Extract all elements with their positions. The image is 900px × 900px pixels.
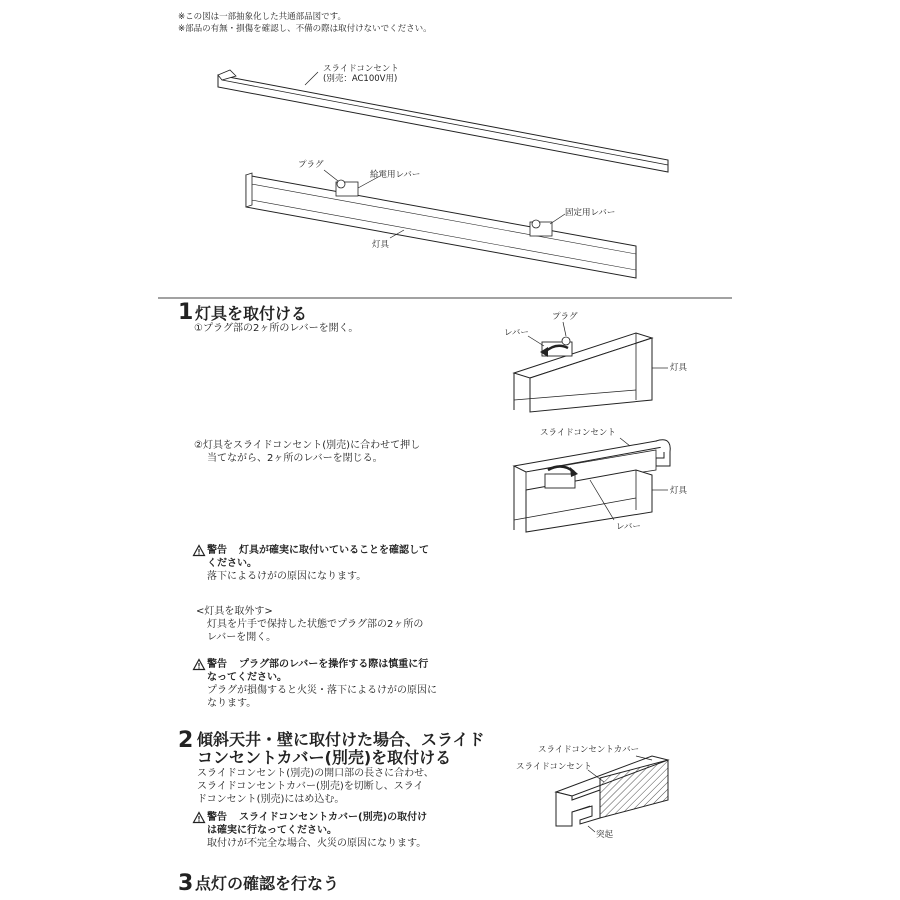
warning2-prefix: 警告 [207,659,227,670]
fig2-lever-label: レバー [616,522,641,532]
step1-sub2-line2: 当てながら、2ヶ所のレバーを閉じる。 [207,453,383,464]
step2-title-line1: 傾斜天井・壁に取付けた場合、スライド [197,730,485,749]
fig2-fixture-label: 灯具 [670,486,688,496]
step2-warning-bold-line2: は確実に行なってください。 [207,825,337,836]
step2-body-line1: スライドコンセント(別売)の開口部の長さに合わせ、 [197,768,434,779]
step1-sub2-line1: ②灯具をスライドコンセント(別売)に合わせて押し [194,440,421,451]
step2-warning-text: 取付けが不完全な場合、火災の原因になります。 [207,838,427,849]
warning1-bold-line1: 灯具が確実に取付いていることを確認して [239,545,429,556]
power-lever-label: 給電用レバー [370,170,421,180]
fixing-lever-label: 固定用レバー [565,208,616,218]
step2-number: 2 [178,728,194,753]
step2-fig-protrusion-label: 突起 [596,830,614,840]
removal-line1: 灯具を片手で保持した状態でプラグ部の2ヶ所の [207,619,424,630]
step2-warning-prefix: 警告 [207,812,227,823]
warning2-line1: プラグが損傷すると火災・落下によるけがの原因に [207,685,437,696]
slide-outlet-sublabel: (別売：AC100V用) [323,74,398,84]
step2-fig-outlet-label: スライドコンセント [516,762,592,772]
warning1-text: 落下によるけがの原因になります。 [207,571,367,582]
removal-title: <灯具を取外す> [196,606,273,617]
fig1-plug-label: プラグ [552,312,578,322]
step2-body-line2: スライドコンセントカバー(別売)を切断し、スライ [197,781,424,792]
step1-number: 1 [178,300,194,325]
removal-line2: レバーを開く。 [207,632,277,643]
warning2-bold-line1: プラグ部のレバーを操作する際は慎重に行 [239,659,429,670]
step3-title: 点灯の確認を行なう [195,874,340,893]
step1-title: 灯具を取付ける [195,304,308,323]
step2-fig-cover-label: スライドコンセントカバー [538,745,640,755]
plug-label: プラグ [298,160,324,170]
note-line-2: ※部品の有無・損傷を確認し、不備の際は取付けないでください。 [178,24,432,34]
note-line-1: ※この図は一部抽象化した共通部品図です。 [178,12,346,22]
slide-outlet-label: スライドコンセント [323,64,399,74]
step2-warning-bold-line1: スライドコンセントカバー(別売)の取付け [239,812,428,823]
fig1-fixture-label: 灯具 [670,363,688,373]
step2-title-line2: コンセントカバー(別売)を取付ける [197,748,452,767]
step3-number: 3 [178,871,194,896]
warning1-bold-line2: ください。 [207,558,257,569]
warning1-prefix: 警告 [207,545,227,556]
warning2-bold-line2: なってください。 [207,672,287,683]
step2-body-line3: ドコンセント(別売)にはめ込む。 [197,794,345,805]
fig2-slide-outlet-label: スライドコンセント [540,428,616,438]
fixture-label: 灯具 [372,240,390,250]
warning2-line2: なります。 [207,698,257,709]
fig1-lever-label: レバー [504,328,529,338]
step1-sub1: ①プラグ部の2ヶ所のレバーを開く。 [194,323,359,334]
